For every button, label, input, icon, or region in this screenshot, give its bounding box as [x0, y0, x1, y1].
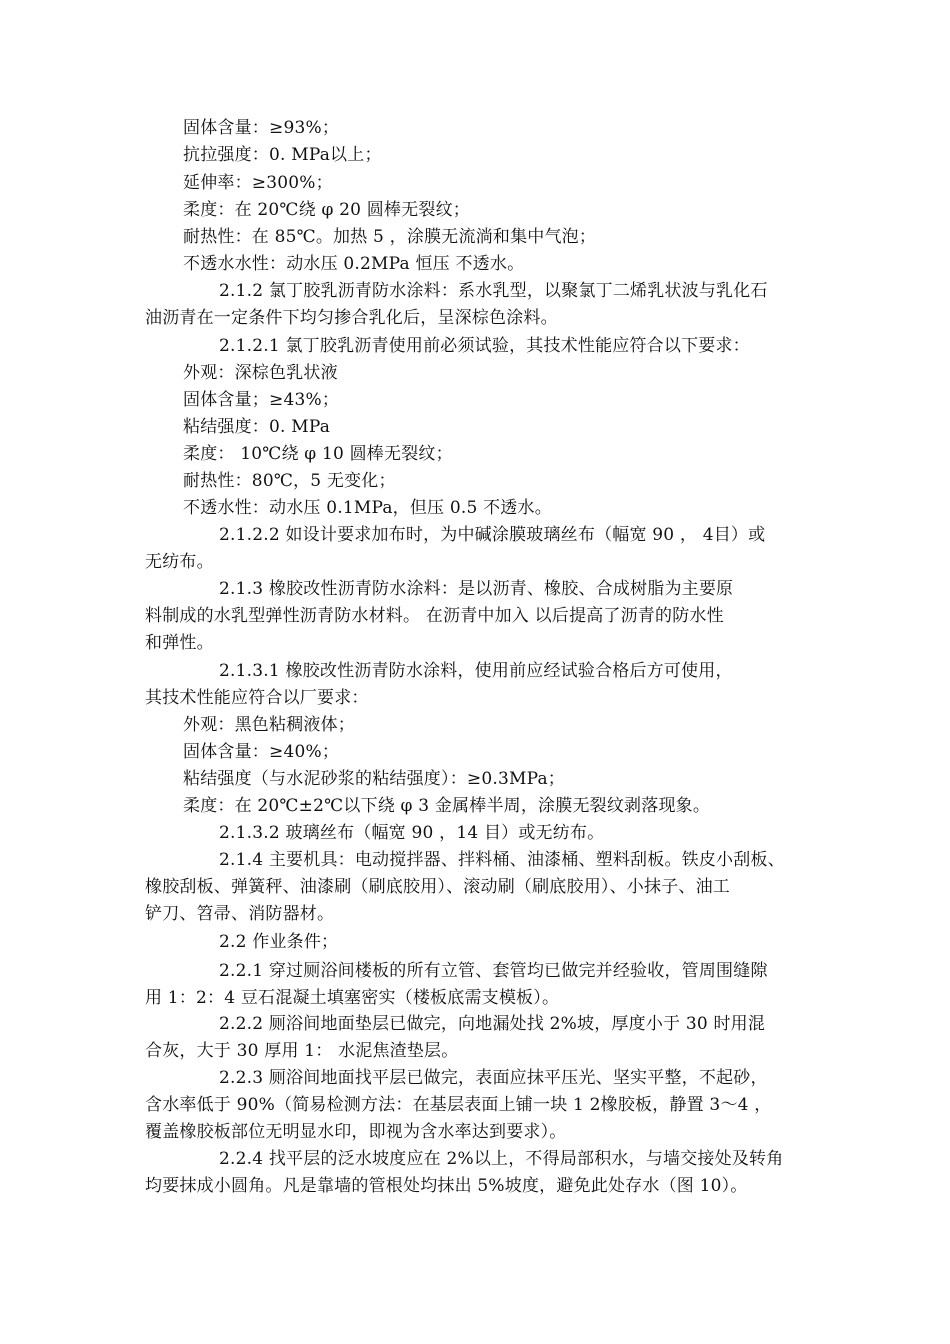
text-line: 铲刀、笤帚、消防器材。: [145, 904, 335, 924]
text-line: 含水率低于 90%（简易检测方法：在基层表面上铺一块 1 2橡胶板，静置 3～4 ，: [145, 1095, 772, 1115]
text-line: 柔度：在 20℃绕 φ 20 圆棒无裂纹；: [183, 200, 470, 220]
text-line: 和弹性。: [145, 633, 214, 653]
text-line: 2.1.2 氯丁胶乳沥青防水涂料：系水乳型，以聚氯丁二烯乳状波与乳化石: [219, 281, 768, 301]
text-line: 2.2.1 穿过厕浴间楼板的所有立管、套管均已做完并经验收，管周围缝隙: [219, 961, 768, 981]
text-line: 均要抹成小圆角。凡是靠墙的管根处均抹出 5%坡度，避免此处存水（图 10）。: [145, 1176, 748, 1196]
text-line: 2.1.4 主要机具：电动搅拌器、拌料桶、油漆桶、塑料刮板。铁皮小刮板、: [219, 850, 785, 870]
text-line: 油沥青在一定条件下均匀掺合乳化后，呈深棕色涂料。: [145, 308, 558, 328]
text-line: 2.1.3 橡胶改性沥青防水涂料：是以沥青、橡胶、合成树脂为主要原: [219, 579, 734, 599]
text-line: 外观：黑色粘稠液体；: [183, 715, 355, 735]
text-line: 固体含量：≥93%；: [183, 118, 340, 138]
text-line: 柔度： 10℃绕 φ 10 圆棒无裂纹；: [183, 444, 453, 464]
text-line: 料制成的水乳型弹性沥青防水材料。 在沥青中加入 以后提高了沥青的防水性: [145, 606, 724, 626]
text-line: 粘结强度（与水泥砂浆的粘结强度）：≥0.3MPa；: [183, 769, 565, 789]
text-line: 合灰，大于 30 厚用 1： 水泥焦渣垫层。: [145, 1041, 459, 1061]
text-line: 延伸率：≥300%；: [183, 173, 333, 193]
text-line: 2.1.3.1 橡胶改性沥青防水涂料，使用前应经试验合格后方可使用，: [219, 661, 733, 681]
text-line: 2.2 作业条件；: [219, 932, 339, 952]
text-line: 不透水水性：动水压 0.2MPa 恒压 不透水。: [183, 254, 525, 274]
text-line: 2.1.2.2 如设计要求加布时，为中碱涂膜玻璃丝布（幅宽 90 ， 4目）或: [219, 525, 766, 545]
text-line: 其技术性能应符合以厂要求：: [145, 688, 369, 708]
text-line: 柔度：在 20℃±2℃以下绕 φ 3 金属棒半周，涂膜无裂纹剥落现象。: [183, 796, 711, 816]
text-line: 2.2.2 厕浴间地面垫层已做完，向地漏处找 2%坡，厚度小于 30 时用混: [219, 1014, 766, 1034]
text-line: 固体含量；≥43%；: [183, 390, 340, 410]
text-line: 2.2.3 厕浴间地面找平层已做完，表面应抹平压光、坚实平整，不起砂，: [219, 1068, 768, 1088]
text-line: 耐热性：80℃，5 无变化；: [183, 471, 396, 491]
text-line: 橡胶刮板、弹簧秤、油漆刷（刷底胶用）、滚动刷（刷底胶用）、小抹子、油工: [145, 877, 730, 897]
text-line: 覆盖橡胶板部位无明显水印，即视为含水率达到要求）。: [145, 1122, 567, 1142]
text-line: 抗拉强度：0. MPa以上；: [183, 145, 382, 165]
text-line: 固体含量：≥40%；: [183, 742, 340, 762]
text-line: 2.1.2.1 氯丁胶乳沥青使用前必须试验，其技术性能应符合以下要求：: [219, 336, 750, 356]
text-line: 2.2.4 找平层的泛水坡度应在 2%以上，不得局部积水，与墙交接处及转角: [219, 1149, 784, 1169]
text-line: 耐热性：在 85℃。加热 5 ，涂膜无流淌和集中气泡；: [183, 227, 597, 247]
text-line: 不透水性：动水压 0.1MPa，但压 0.5 不透水。: [183, 498, 552, 518]
text-line: 2.1.3.2 玻璃丝布（幅宽 90 ，14 目）或无纺布。: [219, 823, 605, 843]
text-line: 用 1：2：4 豆石混凝土填塞密实（楼板底需支模板）。: [145, 988, 560, 1008]
text-line: 外观：深棕色乳状液: [183, 363, 338, 383]
text-line: 粘结强度：0. MPa: [183, 417, 331, 437]
text-line: 无纺布。: [145, 552, 214, 572]
